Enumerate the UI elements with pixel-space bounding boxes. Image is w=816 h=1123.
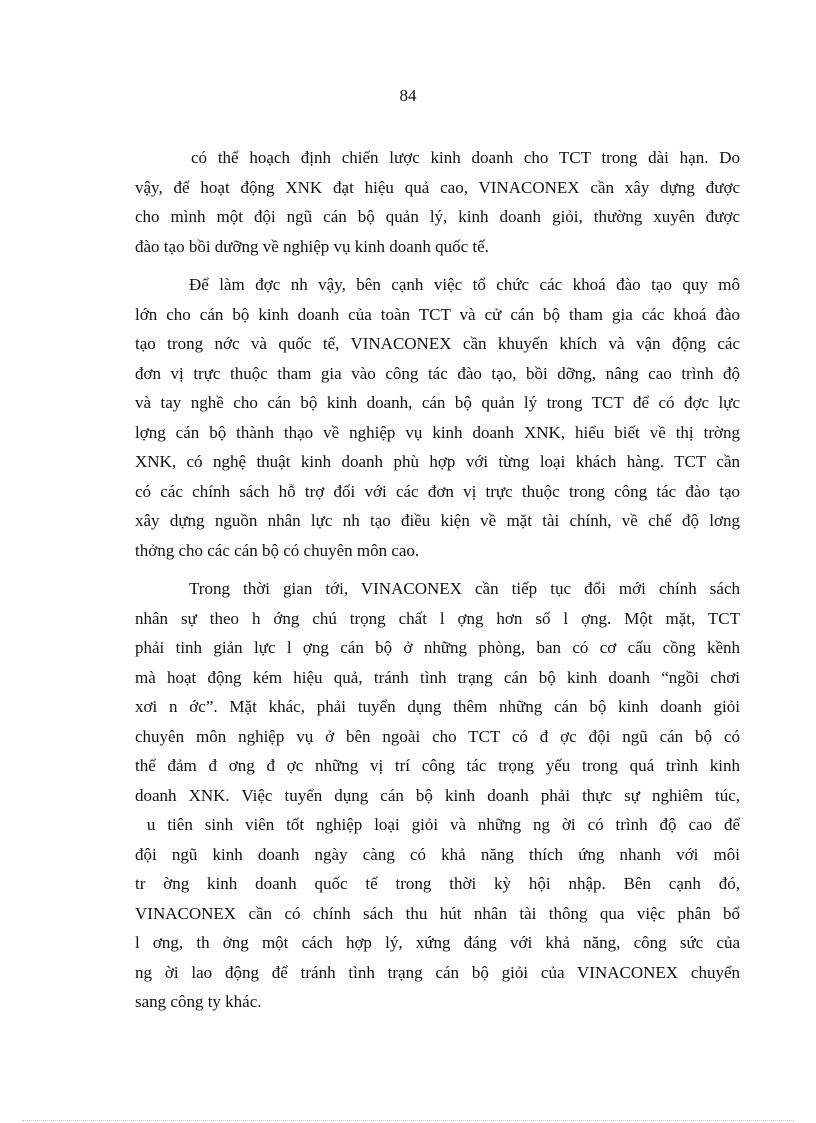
paragraph-line: l ơng, th ởng một cách hợp lý, xứng đáng với khả năng, công sức của (135, 933, 740, 952)
paragraph-line: u tiên sinh viên tốt nghiệp loại giỏi và những ng ời có trình độ cao để (135, 815, 740, 834)
paragraph-line: sang công ty khác. (135, 992, 262, 1011)
paragraph-line: đào tạo bồi dưỡng về nghiệp vụ kinh doanh quốc tế. (135, 236, 489, 256)
paragraph-line: phải tinh giản lực l ợng cán bộ ở những phòng, ban có cơ cấu cồng kềnh (135, 638, 740, 657)
paragraph-line: tạo trong nớc và quốc tế, VINACONEX cần khuyến khích và vận động các (135, 334, 740, 353)
paragraph-line: xây dựng nguồn nhân lực nh tạo điều kiện về mặt tài chính, về chế độ lơng (135, 511, 740, 530)
paragraph-line: vậy, để hoạt động XNK đạt hiệu quả cao, VINACONEX cần xây dựng được (135, 177, 740, 197)
page-bottom-divider (22, 1120, 794, 1121)
paragraph-line: lợng cán bộ thành thạo về nghiệp vụ kinh doanh XNK, hiểu biết về thị trờng (135, 422, 740, 442)
paragraph-line: có thể hoạch định chiến lược kinh doanh cho TCT trong dài hạn. Do (191, 148, 740, 167)
paragraph-1 (135, 143, 740, 261)
paragraph-line: tr ờng kinh doanh quốc tế trong thời kỳ hội nhập. Bên cạnh đó, (135, 874, 740, 893)
paragraph-line: đội ngũ kinh doanh ngày càng có khả năng thích ứng nhanh với môi (135, 844, 740, 864)
paragraph-line: nhân sự theo h ớng chú trọng chất l ợng hơn số l ợng. Một mặt, TCT (135, 608, 740, 628)
paragraph-line: XNK, có nghệ thuật kinh doanh phù hợp với từng loại khách hàng. TCT cần (135, 452, 740, 471)
paragraph-line: đơn vị trực thuộc tham gia vào công tác đào tạo, bồi dỡng, nâng cao trình độ (135, 363, 740, 383)
paragraph-line: Trong thời gian tới, VINACONEX cần tiếp tục đổi mới chính sách (189, 579, 740, 598)
paragraph-line: Để làm đợc nh vậy, bên cạnh việc tổ chức các khoá đào tạo quy mô (189, 275, 740, 294)
paragraph-line: có các chính sách hỗ trợ đối với các đơn vị trực thuộc trong công tác đào tạo (135, 481, 740, 501)
paragraph-2 (135, 270, 740, 565)
paragraph-line: lớn cho cán bộ kinh doanh của toàn TCT và cử cán bộ tham gia các khoá đào (135, 304, 740, 324)
paragraph-line: doanh XNK. Việc tuyển dụng cán bộ kinh doanh phải thực sự nghiêm túc, (135, 785, 740, 805)
paragraph-line: ng ời lao động để tránh tình trạng cán bộ giỏi của VINACONEX chuyển (135, 962, 740, 982)
paragraph-line: thởng cho các cán bộ có chuyên môn cao. (135, 540, 420, 560)
paragraph-3 (135, 574, 740, 1017)
body-text (135, 143, 740, 1026)
paragraph-line: thể đảm đ ơng đ ợc những vị trí công tác trọng yếu trong quá trình kinh (135, 756, 740, 775)
paragraph-line: mà hoạt động kém hiệu quả, tránh tình trạng cán bộ kinh doanh “ngồi chơi (135, 667, 740, 687)
page-number: 84 (399, 86, 417, 105)
paragraph-line: và tay nghề cho cán bộ kinh doanh, cán bộ quản lý trong TCT để có đợc lực (135, 393, 740, 412)
paragraph-line: chuyên môn nghiệp vụ ở bên ngoài cho TCT có đ ợc đội ngũ cán bộ có (135, 726, 740, 746)
paragraph-line: xơi n ớc”. Mặt khác, phải tuyển dụng thêm những cán bộ kinh doanh giỏi (135, 697, 740, 716)
paragraph-line: VINACONEX cần có chính sách thu hút nhân tài thông qua việc phân bổ (135, 903, 740, 923)
paragraph-line: cho mình một đội ngũ cán bộ quản lý, kinh doanh giỏi, thường xuyên được (135, 207, 740, 226)
